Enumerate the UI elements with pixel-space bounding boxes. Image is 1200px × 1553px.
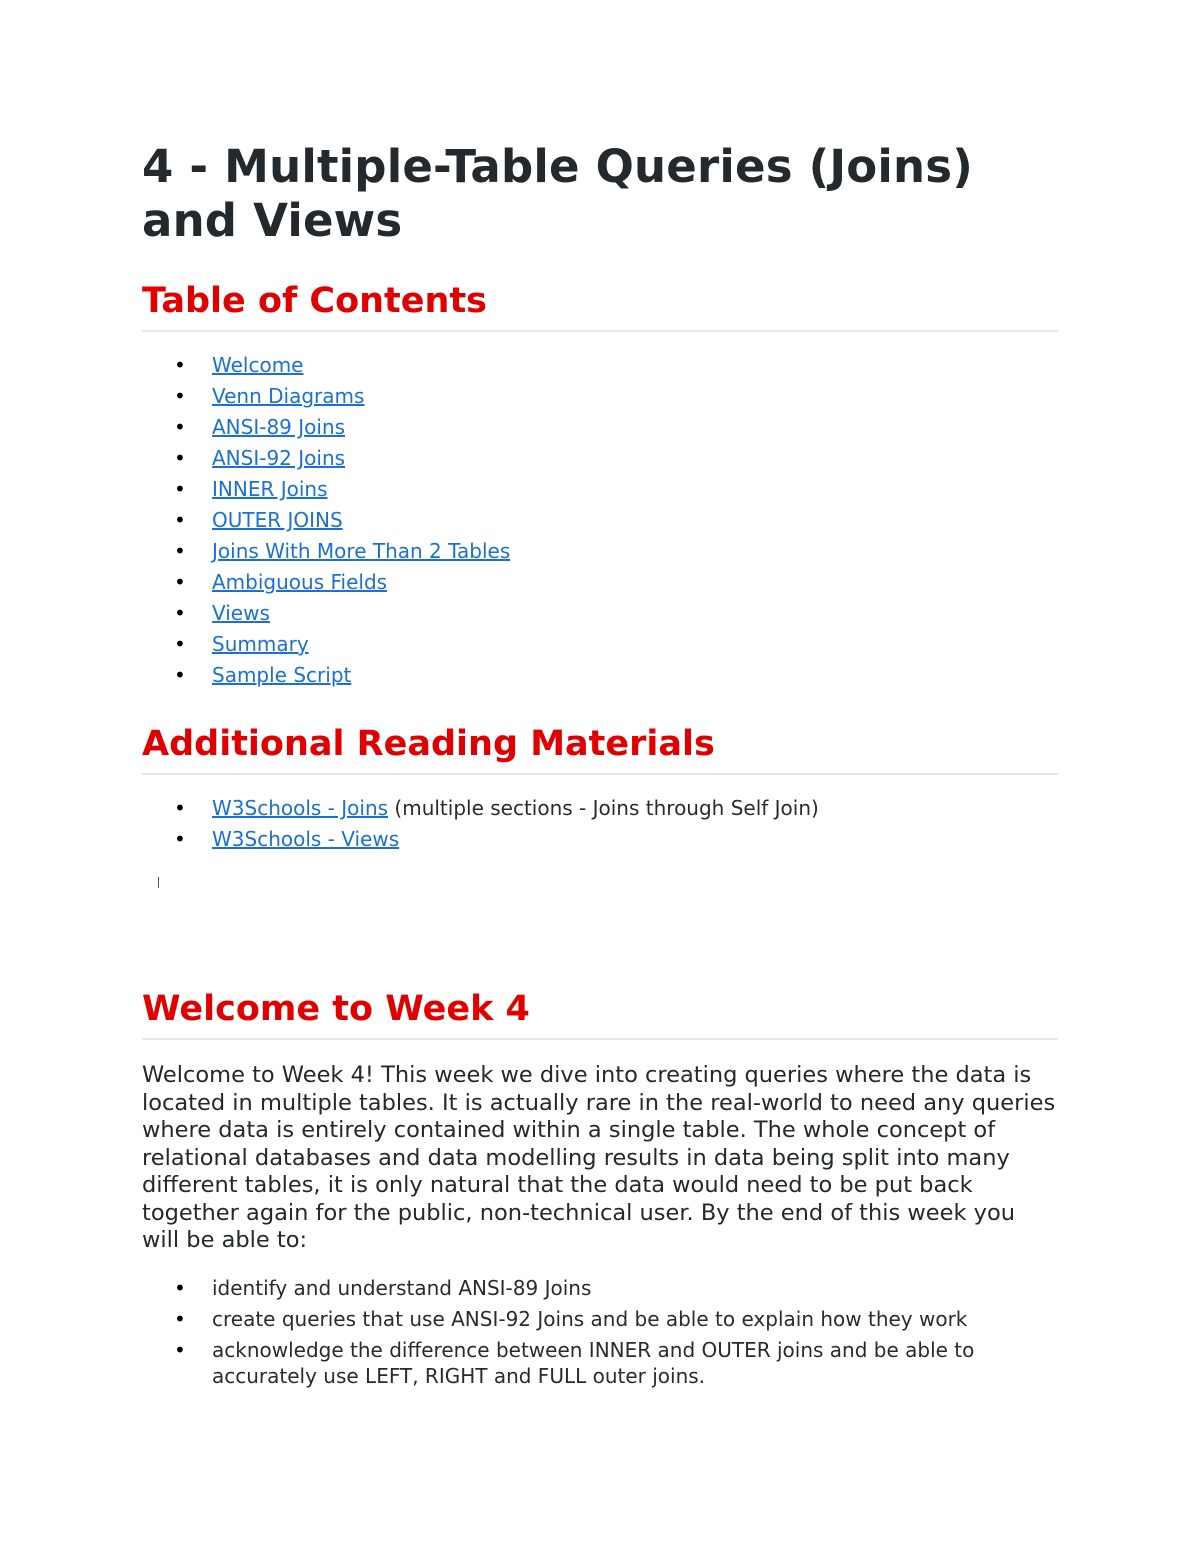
toc-item <box>142 381 1058 412</box>
document-body <box>142 140 1058 1394</box>
bullet-icon: • <box>174 415 186 439</box>
goal-item <box>142 1337 1058 1389</box>
reading-link-w3schools-views[interactable]: W3Schools - Views <box>212 827 400 851</box>
toc-link-summary[interactable]: Summary <box>212 632 309 656</box>
goal-text: acknowledge the difference between INNER and OUTER joins and be able to accurately use LEFT, RIGHT and FULL outer joins. <box>212 1337 975 1388</box>
reading-link-w3schools-joins[interactable]: W3Schools - Joins <box>212 796 389 820</box>
goal-item <box>142 1275 1058 1301</box>
toc-link-ansi-92-joins[interactable]: ANSI-92 Joins <box>212 446 346 470</box>
bullet-icon: • <box>174 663 186 687</box>
toc-item <box>142 474 1058 505</box>
reading-note: (multiple sections - Joins through Self Join) <box>388 796 819 820</box>
toc-link-venn-diagrams[interactable]: Venn Diagrams <box>212 384 365 408</box>
toc-item <box>142 350 1058 381</box>
text-cursor-mark <box>158 877 159 888</box>
welcome-heading: Welcome to Week 4 <box>142 988 1058 1040</box>
bullet-icon: • <box>174 446 186 470</box>
toc-link-outer-joins[interactable]: OUTER JOINS <box>212 508 343 532</box>
goal-list <box>142 1275 1058 1389</box>
bullet-icon: • <box>174 1306 186 1331</box>
toc-item <box>142 629 1058 660</box>
toc-link-views[interactable]: Views <box>212 601 270 625</box>
bullet-icon: • <box>174 1337 186 1362</box>
bullet-icon: • <box>174 508 186 532</box>
bullet-icon: • <box>174 827 186 851</box>
reading-item <box>142 793 1058 824</box>
toc-item <box>142 598 1058 629</box>
toc-link-joins-more-than-2-tables[interactable]: Joins With More Than 2 Tables <box>212 539 511 563</box>
bullet-icon: • <box>174 1275 186 1300</box>
bullet-icon: • <box>174 570 186 594</box>
bullet-icon: • <box>174 539 186 563</box>
toc-item <box>142 660 1058 691</box>
toc-item <box>142 505 1058 536</box>
toc-item <box>142 567 1058 598</box>
toc-link-ansi-89-joins[interactable]: ANSI-89 Joins <box>212 415 346 439</box>
toc-link-inner-joins[interactable]: INNER Joins <box>212 477 328 501</box>
reading-heading: Additional Reading Materials <box>142 723 1058 775</box>
welcome-paragraph: Welcome to Week 4! This week we dive into creating queries where the data is located in multiple tables. It is actually rare in the real-world to need any queries where data is entirely contained within a single table. The whole concept of relational databases and data modelling results in data being split into many different tables, it is only natural that the data would need to be put back together again for the public, non-technical user. By the end of this week you will be able to: <box>142 1062 1056 1253</box>
toc-item <box>142 412 1058 443</box>
toc-item <box>142 536 1058 567</box>
bullet-icon: • <box>174 353 186 377</box>
bullet-icon: • <box>174 632 186 656</box>
toc-link-ambiguous-fields[interactable]: Ambiguous Fields <box>212 570 388 594</box>
toc-list <box>142 350 1058 691</box>
reading-list <box>142 793 1058 855</box>
toc-link-welcome[interactable]: Welcome <box>212 353 304 377</box>
goal-text: create queries that use ANSI-92 Joins and be able to explain how they work <box>212 1306 968 1331</box>
reading-item <box>142 824 1058 855</box>
toc-item <box>142 443 1058 474</box>
toc-heading: Table of Contents <box>142 280 1058 332</box>
bullet-icon: • <box>174 384 186 408</box>
goal-text: identify and understand ANSI-89 Joins <box>212 1275 592 1300</box>
goal-item <box>142 1306 1058 1332</box>
bullet-icon: • <box>174 601 186 625</box>
document-title: 4 - Multiple-Table Queries (Joins) and Views <box>142 140 974 247</box>
toc-link-sample-script[interactable]: Sample Script <box>212 663 352 687</box>
bullet-icon: • <box>174 796 186 820</box>
bullet-icon: • <box>174 477 186 501</box>
